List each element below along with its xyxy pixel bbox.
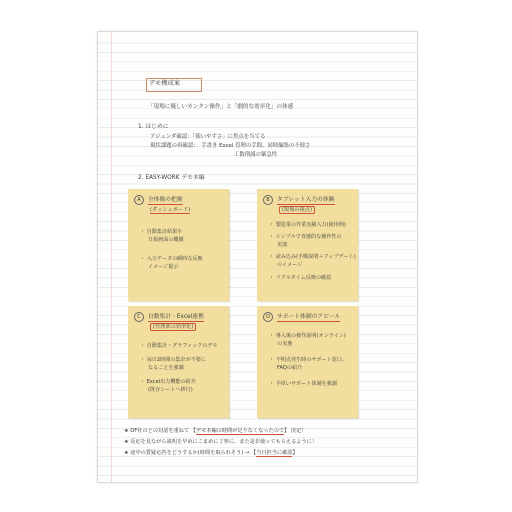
- card-subtitle: (管理部の効率化): [150, 323, 196, 330]
- footer-note-3: ★ 途中の質疑応答をどうするか(時間を取られそう) → 【当日担当に確認】: [124, 450, 298, 456]
- section1-line-1: アジェンダ確認：「使いやすさ」に焦点を当てる: [150, 134, 266, 140]
- sticky-note-d: [257, 306, 358, 418]
- card-title: [134, 311, 204, 322]
- bullet-cont: 実演: [277, 242, 288, 248]
- underlined-phrase: デモ本編の時間が足りなくなったので: [195, 428, 285, 434]
- bullet-cont: なることを強調: [148, 365, 184, 371]
- card-letter-badge: C: [134, 312, 144, 322]
- card-title: [263, 194, 335, 205]
- document-subtitle: 「現場に優しいカンタン操作」と「劇的な効率化」の体感: [148, 104, 294, 110]
- bullet: ・ 手厚いサポート体制を強調: [269, 381, 337, 387]
- bullet: ・ 自動集計・グラフィックのデモ: [140, 343, 218, 349]
- bullet-cont: 日報画面の概観: [148, 237, 184, 243]
- bullet: ・ リアルタイム反映の確認: [269, 275, 332, 281]
- bullet-cont: FAQの紹介: [277, 365, 303, 371]
- bullet-cont: (既存シートへ移行): [148, 387, 193, 393]
- bullet-cont: の実施: [277, 341, 293, 347]
- card-title-text: 全体像の把握: [147, 197, 183, 203]
- section1-line-3: 工数削減の緊急性: [234, 152, 278, 158]
- bullet: ・ 導入後の操作説明(オンライン): [269, 333, 346, 339]
- card-letter-badge: B: [263, 195, 273, 205]
- bullet: ・ 自動集計結果や: [140, 229, 183, 235]
- sticky-note-c: [128, 306, 229, 418]
- bullet: ・ 読み込み(手順説明＋アップデート): [269, 254, 356, 260]
- notebook-page: [97, 31, 418, 483]
- underlined-phrase: 当日担当に確認: [256, 450, 293, 456]
- card-title: [263, 311, 340, 322]
- bullet: ・ 毎日2時間の集計が不要に: [140, 357, 206, 363]
- bullet: ・ 入力データの瞬時な反映: [140, 256, 203, 262]
- bullet-cont: イメージ提示: [148, 264, 179, 270]
- sticky-note-b: [257, 189, 358, 301]
- card-subtitle: (現場の視点): [279, 206, 315, 213]
- card-title-text: 自動集計・Excel連携: [147, 314, 204, 320]
- section1-line-2: 現状課題の再確認： 手書き Excel 管理の手間、同時編集の不便さ: [150, 143, 311, 149]
- sticky-note-a: [128, 189, 229, 301]
- section1-heading: 1. はじめに: [138, 124, 169, 130]
- bullet: ・ 不明点発生時のサポート窓口、: [269, 357, 348, 363]
- footer-note-2: ★ 反応を見ながら説明を早めにこまめに丁寧に、また是非使ってもらえるように！: [124, 439, 318, 445]
- margin-line: [111, 32, 112, 482]
- section2-heading: 2. EASY-WORK デモ本編: [138, 175, 205, 181]
- bullet: ・ シンプルで直感的な操作性の: [269, 234, 342, 240]
- bullet: ・ 製造業の作業実績入力(使用例): [269, 222, 346, 228]
- card-title-text: タブレット入力の体験: [276, 197, 335, 203]
- bullet-cont: のイメージ: [277, 262, 303, 268]
- footer-note-1: ★ DF社のとの対話を重ねて 【デモ本編の時間が足りなくなったので】 決定！: [124, 428, 307, 434]
- card-title: [134, 194, 183, 205]
- bullet: ・ Excel出力機能の紹介: [140, 379, 196, 385]
- card-letter-badge: A: [134, 195, 144, 205]
- document-title: デモ構成案: [149, 80, 180, 87]
- card-subtitle: (ダッシュボード): [150, 207, 191, 213]
- card-title-text: サポート体制のアピール: [276, 314, 341, 320]
- card-letter-badge: D: [263, 312, 273, 322]
